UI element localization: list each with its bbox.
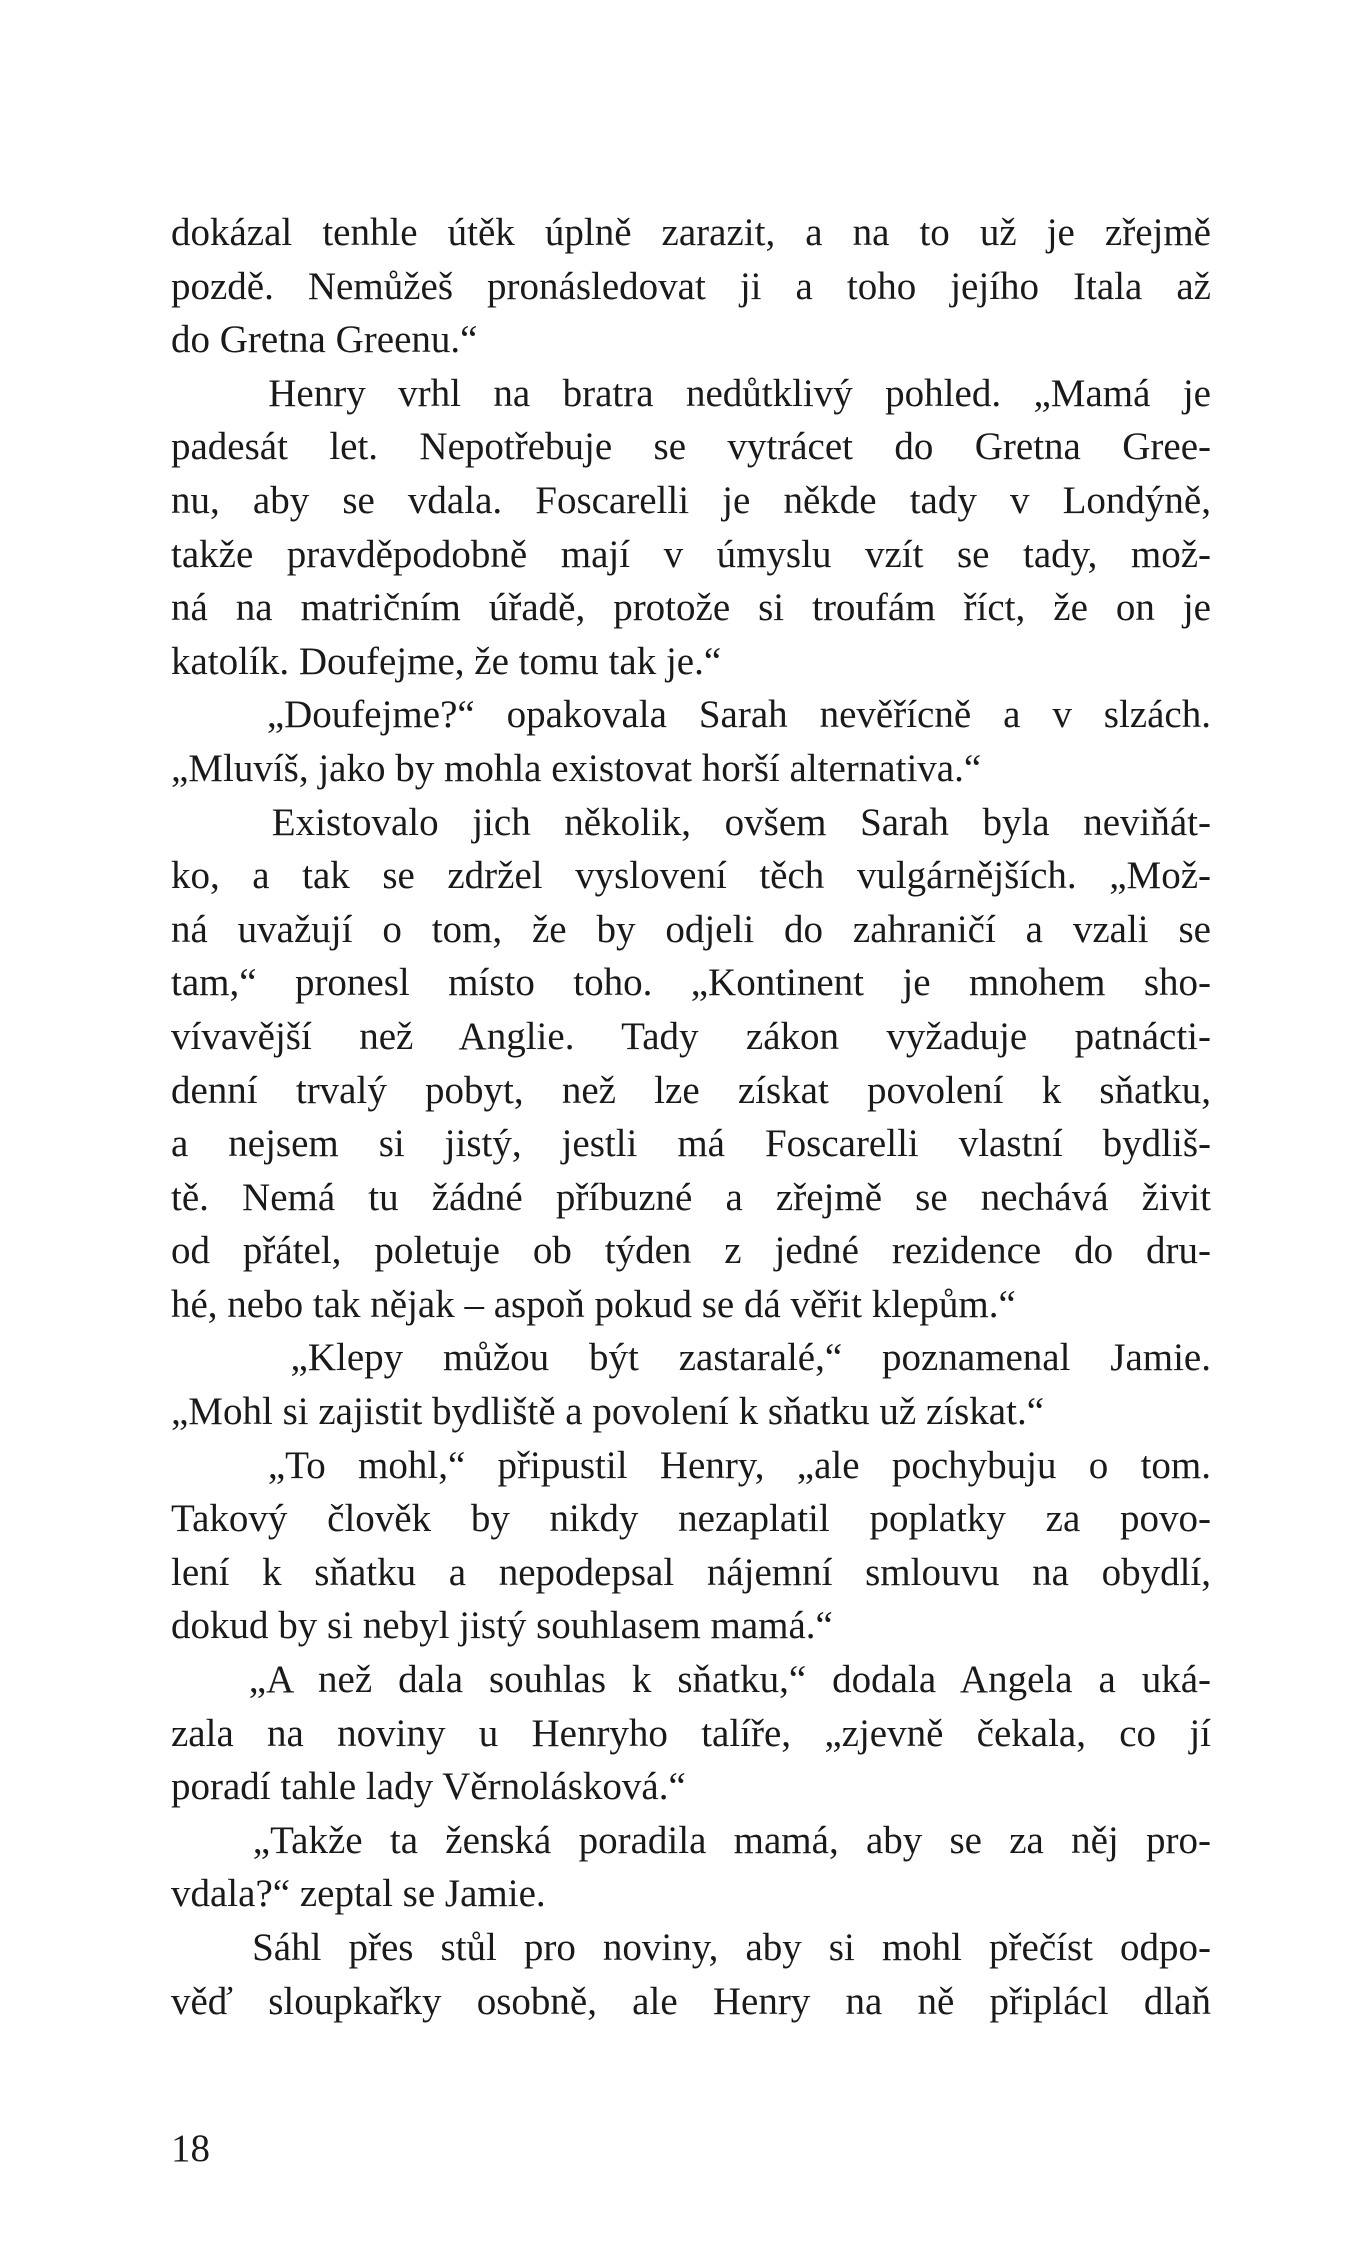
text-line: „To mohl,“ připustil Henry, „ale pochybuju o tom.: [171, 1443, 1211, 1487]
text-line: a nejsem si jistý, jestli má Foscarelli vlastní bydliš-: [171, 1122, 1211, 1166]
text-line: věď sloupkařky osobně, ale Henry na ně připlácl dlaň: [171, 1979, 1211, 2023]
text-line: poradí tahle lady Věrnolásková.“: [171, 1765, 686, 1809]
text-line: vdala?“ zeptal se Jamie.: [171, 1872, 546, 1916]
text-line: do Gretna Greenu.“: [171, 318, 478, 362]
text-line: dokud by si nebyl jistý souhlasem mamá.“: [171, 1604, 833, 1648]
text-line: nu, aby se vdala. Foscarelli je někde tady v Londýně,: [171, 478, 1211, 522]
text-line: ko, a tak se zdržel vyslovení těch vulgárnějších. „Mož-: [171, 854, 1211, 898]
text-line: lení k sňatku a nepodepsal nájemní smlouvu na obydlí,: [171, 1550, 1211, 1594]
text-line: Henry vrhl na bratra nedůtklivý pohled. „Mamá je: [171, 371, 1211, 415]
text-line: od přátel, poletuje ob týden z jedné rezidence do dru-: [171, 1229, 1211, 1273]
text-line: takže pravděpodobně mají v úmyslu vzít se tady, mož-: [171, 532, 1211, 576]
text-line: padesát let. Nepotřebuje se vytrácet do Gretna Gree-: [171, 425, 1211, 469]
text-line: Takový člověk by nikdy nezaplatil poplatky za povo-: [171, 1497, 1211, 1541]
text-line: zala na noviny u Henryho talíře, „zjevně čekala, co jí: [171, 1711, 1211, 1755]
page-number: 18: [171, 2127, 210, 2170]
text-line: „A než dala souhlas k sňatku,“ dodala Angela a uká-: [171, 1658, 1211, 1702]
text-line: „Klepy můžou být zastaralé,“ poznamenal Jamie.: [171, 1336, 1211, 1380]
text-line: „Mohl si zajistit bydliště a povolení k sňatku už získat.“: [171, 1390, 1045, 1434]
text-line: pozdě. Nemůžeš pronásledovat ji a toho jejího Itala až: [171, 264, 1211, 308]
text-line: „Doufejme?“ opakovala Sarah nevěřícně a v slzách.: [171, 693, 1211, 737]
text-line: tam,“ pronesl místo toho. „Kontinent je mnohem sho-: [171, 961, 1211, 1005]
text-line: ná uvažují o tom, že by odjeli do zahraničí a vzali se: [171, 907, 1211, 951]
text-line: „Takže ta ženská poradila mamá, aby se za něj pro-: [171, 1818, 1211, 1862]
text-line: „Mluvíš, jako by mohla existovat horší alternativa.“: [171, 746, 982, 790]
text-line: denní trvalý pobyt, než lze získat povolení k sňatku,: [171, 1068, 1211, 1112]
body-text: [171, 206, 1211, 2028]
text-line: Existovalo jich několik, ovšem Sarah byla neviňát-: [171, 800, 1211, 844]
text-line: vívavější než Anglie. Tady zákon vyžaduje patnácti-: [171, 1014, 1211, 1058]
text-line: Sáhl přes stůl pro noviny, aby si mohl přečíst odpo-: [171, 1926, 1211, 1969]
text-line: ná na matričním úřadě, protože si troufám říct, že on je: [171, 586, 1211, 630]
text-line: tě. Nemá tu žádné příbuzné a zřejmě se nechává živit: [171, 1175, 1211, 1219]
text-line: hé, nebo tak nějak – aspoň pokud se dá věřit klepům.“: [171, 1282, 1016, 1326]
text-line: dokázal tenhle útěk úplně zarazit, a na to už je zřejmě: [171, 211, 1211, 254]
text-line: katolík. Doufejme, že tomu tak je.“: [171, 639, 722, 683]
